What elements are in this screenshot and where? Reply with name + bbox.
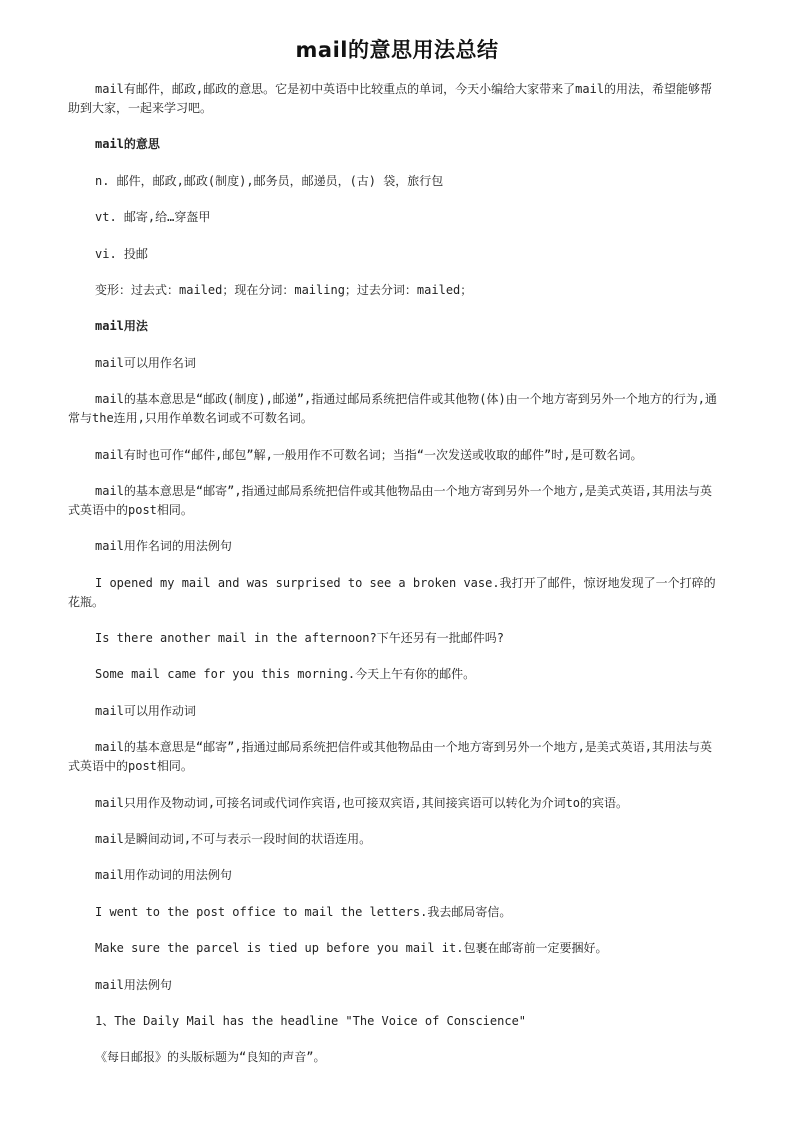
page-title: mail的意思用法总结 bbox=[295, 38, 499, 62]
paragraph: mail可以用作动词 bbox=[95, 703, 196, 718]
paragraph: mail只用作及物动词,可接名词或代词作宾语,也可接双宾语,其间接宾语可以转化为介词to的宾语。 bbox=[95, 795, 629, 810]
paragraph: mail的基本意思是“邮寄”,指通过邮局系统把信件或其他物品由一个地方寄到另外一个地方,是美式英语,其用法与英式英语中的post相同。 bbox=[68, 483, 713, 517]
paragraph: 1、The Daily Mail has the headline "The Voice of Conscience" bbox=[95, 1013, 527, 1028]
paragraph: mail用作动词的用法例句 bbox=[95, 868, 232, 883]
paragraph: vt. 邮寄,给…穿盔甲 bbox=[95, 210, 211, 225]
paragraph: mail有时也可作“邮件,邮包”解,一般用作不可数名词；当指“一次发送或收取的邮件”时,是可数名词。 bbox=[95, 447, 643, 462]
paragraph: n. 邮件，邮政,邮政(制度),邮务员，邮递员，(古) 袋，旅行包 bbox=[95, 173, 444, 188]
section-heading: mail的意思 bbox=[95, 137, 160, 152]
paragraph: mail用法例句 bbox=[95, 977, 172, 992]
paragraph: 变形：过去式：mailed；现在分词：mailing；过去分词：mailed； bbox=[95, 282, 473, 297]
paragraph: mail是瞬间动词,不可与表示一段时间的状语连用。 bbox=[95, 832, 372, 847]
paragraph: I went to the post office to mail the letters.我去邮局寄信。 bbox=[95, 904, 512, 919]
paragraph: vi. 投邮 bbox=[95, 246, 148, 261]
document-body bbox=[68, 80, 720, 1085]
paragraph: mail的基本意思是“邮政(制度),邮递”,指通过邮局系统把信件或其他物(体)由一个地方寄到另外一个地方的行为,通常与the连用,只用作单数名词或不可数名词。 bbox=[68, 392, 717, 426]
paragraph: Make sure the parcel is tied up before you mail it.包裹在邮寄前一定要捆好。 bbox=[95, 941, 608, 956]
paragraph: mail用作名词的用法例句 bbox=[95, 539, 232, 554]
paragraph: Is there another mail in the afternoon?下午还另有一批邮件吗? bbox=[95, 631, 504, 646]
paragraph: Some mail came for you this morning.今天上午有你的邮件。 bbox=[95, 667, 476, 682]
section-heading: mail用法 bbox=[95, 319, 148, 334]
paragraph: I opened my mail and was surprised to see a broken vase.我打开了邮件，惊讶地发现了一个打碎的花瓶。 bbox=[68, 575, 716, 609]
paragraph: mail有邮件，邮政,邮政的意思。它是初中英语中比较重点的单词，今天小编给大家带来了mail的用法，希望能够帮助到大家，一起来学习吧。 bbox=[68, 82, 713, 115]
paragraph: mail可以用作名词 bbox=[95, 355, 196, 370]
paragraph: 《每日邮报》的头版标题为“良知的声音”。 bbox=[95, 1050, 326, 1065]
paragraph: mail的基本意思是“邮寄”,指通过邮局系统把信件或其他物品由一个地方寄到另外一个地方,是美式英语,其用法与英式英语中的post相同。 bbox=[68, 740, 713, 774]
